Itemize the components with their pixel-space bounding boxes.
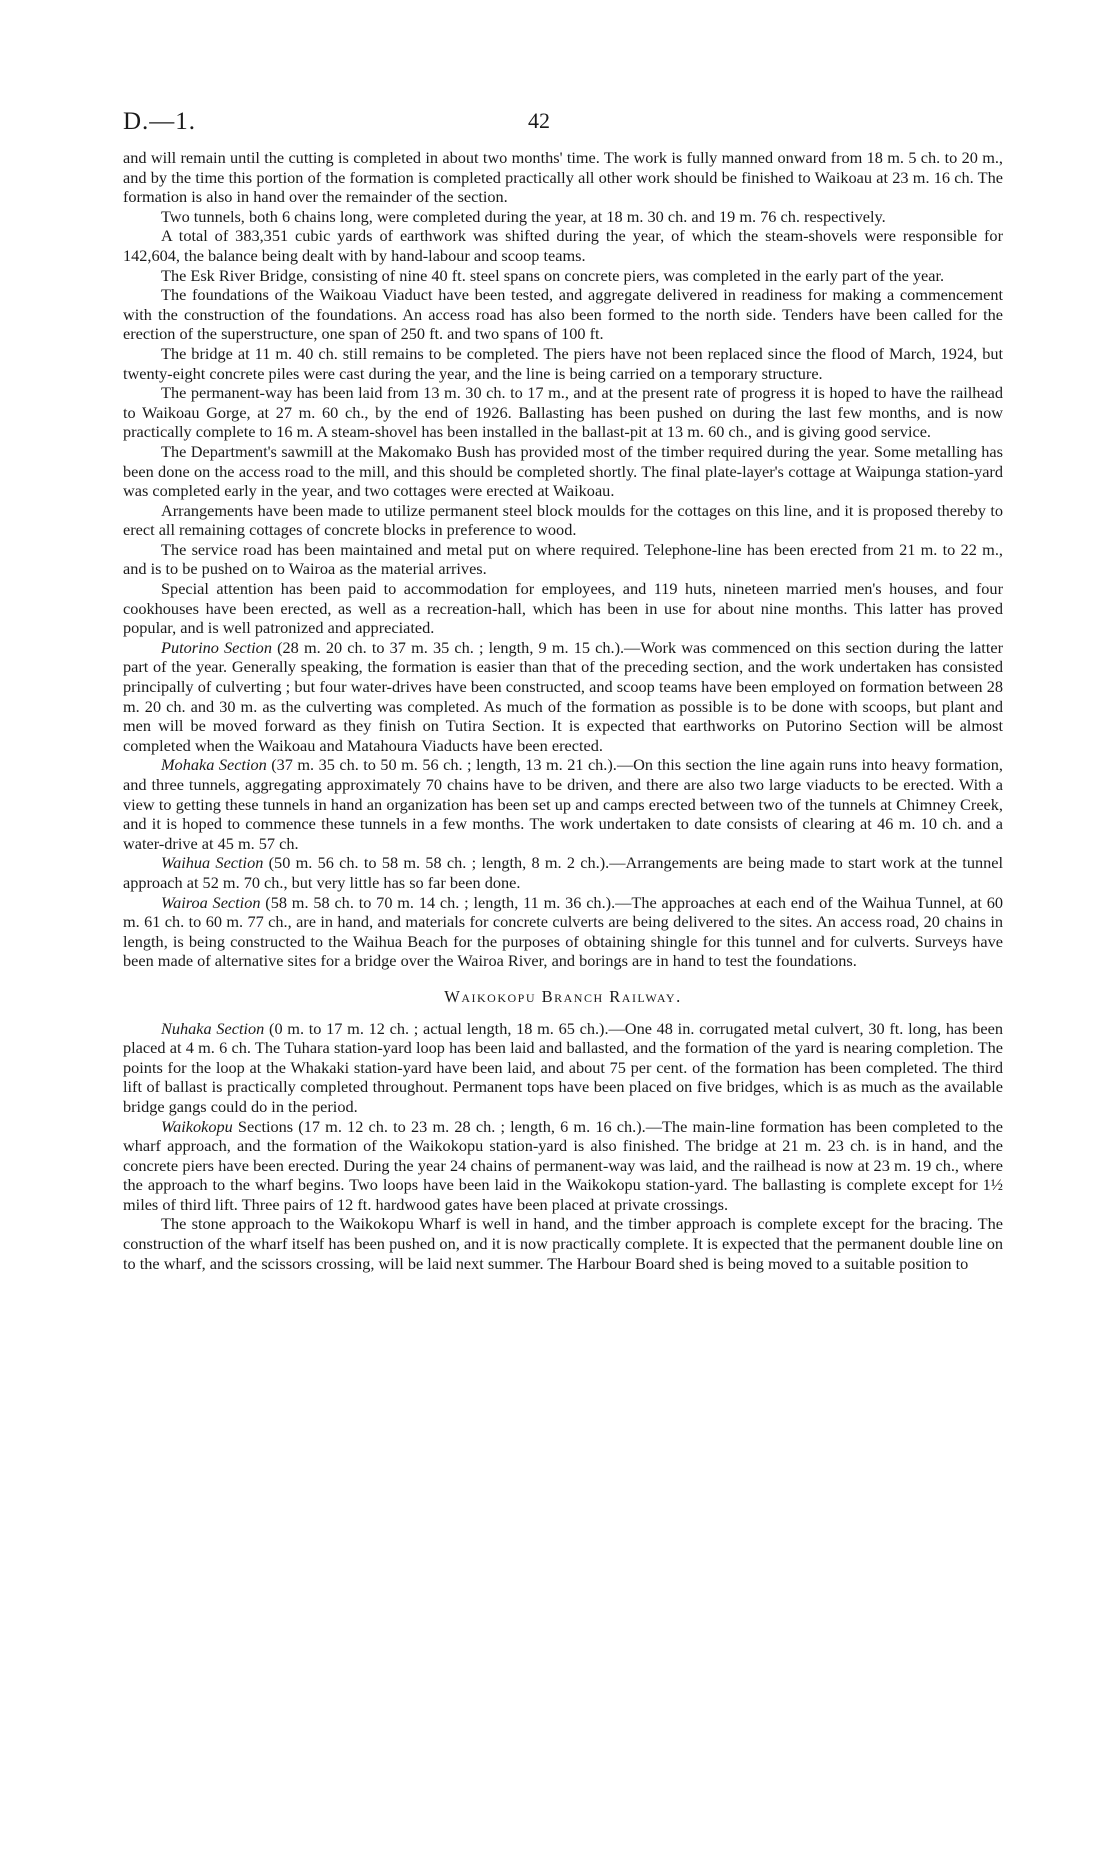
paragraph: The Department's sawmill at the Makomako Bush has provided most of the timber required during the year. Some metalling has been done on the access road to the mill, and this should be completed shortly. The final plate-layer's cottage at Waipunga station-yard was completed early in the year, and two cottages were erected at Waikoau. <box>123 441 1003 501</box>
section-text: (37 m. 35 ch. to 50 m. 56 ch. ; length, 13 m. 21 ch.).—On this section the line again runs into heavy formation, and three tunnels, aggregating approximately 70 chains have to be driven, and there are also two large viaducts to be erected. With a view to getting these tunnels in hand an organization has been set up and camps erected between two of the tunnels at Chimney Creek, and it is hoped to commence these tunnels in a few months. The work undertaken to date consists of clearing at 46 m. 10 ch. and a water-drive at 45 m. 57 ch. <box>123 755 1004 853</box>
paragraph: Special attention has been paid to accommodation for employees, and 119 huts, nineteen married men's houses, and four cookhouses have been erected, as well as a recreation-hall, which has been in use for about nine months. This latter has proved popular, and is well patronized and appreciated. <box>123 579 1003 638</box>
section-name: Wairoa Section <box>161 892 261 912</box>
section-paragraph <box>123 853 1003 892</box>
section-name: Waihua Section <box>161 853 264 873</box>
document-body <box>123 148 1003 1273</box>
paragraph: The service road has been maintained and metal put on where required. Telephone-line has been erected from 21 m. to 22 m., and is to be pushed on to Wairoa as the material arrives. <box>123 539 1003 579</box>
section-text: (0 m. to 17 m. 12 ch. ; actual length, 18 m. 65 ch.).—One 48 in. corrugated metal culvert, 30 ft. long, has been placed at 4 m. 6 ch. The Tuhara station-yard loop has been laid and ballasted, and the formation of the yard is nearing completion. The points for the loop at the Whakaki station-yard have been laid, and about 75 per cent. of the formation has been completed. The third lift of ballast is practically completed throughout. Permanent tops have been placed on five bridges, which is as much as the available bridge gangs could do in the period. <box>123 1018 1003 1116</box>
page-number: 42 <box>528 108 550 133</box>
section-name: Putorino Section <box>161 637 272 657</box>
document-reference: D.—1. <box>123 108 197 135</box>
paragraph: The permanent-way has been laid from 13 m. 30 ch. to 17 m., and at the present rate of progress it is hoped to have the railhead to Waikoau Gorge, at 27 m. 60 ch., by the end of 1926. Ballasting has been pushed on during the last few months, and is now practically complete to 16 m. A steam-shovel has been installed in the ballast-pit at 13 m. 60 ch., and is giving good service. <box>123 383 1003 442</box>
paragraph: A total of 383,351 cubic yards of earthwork was shifted during the year, of which the steam-shovels were responsible for 142,604, the balance being dealt with by hand-labour and scoop teams. <box>123 226 1003 265</box>
section-text: (50 m. 56 ch. to 58 m. 58 ch. ; length, 8 m. 2 ch.).—Arrangements are being made to start work at the tunnel approach at 52 m. 70 ch., but very little has so far been done. <box>123 853 1003 892</box>
section-paragraph <box>123 1117 1003 1215</box>
section-name: Waikokopu <box>161 1116 233 1136</box>
section-paragraph <box>123 755 1003 853</box>
section-name: Nuhaka Section <box>161 1018 265 1038</box>
section-text: (58 m. 58 ch. to 70 m. 14 ch. ; length, 11 m. 36 ch.).—The approaches at each end of the Waihua Tunnel, at 60 m. 61 ch. to 60 m. 77 ch., are in hand, and materials for concrete culverts are being delivered to the sites. An access road, 20 chains in length, is being constructed to the Waihua Beach for the purposes of obtaining shingle for this tunnel and for culverts. Surveys have been made of alternative sites for a bridge over the Wairoa River, and borings are in hand to test the foundations. <box>123 892 1003 971</box>
paragraph: and will remain until the cutting is completed in about two months' time. The work is fully manned onward from 18 m. 5 ch. to 20 m., and by the time this portion of the formation is completed practically all other work should be finished to Waikoau at 23 m. 16 ch. The formation is also in hand over the remainder of the section. <box>123 148 1003 207</box>
section-text: Sections (17 m. 12 ch. to 23 m. 28 ch. ; length, 6 m. 16 ch.).—The main-line formation has been completed to the wharf approach, and the formation of the Waikokopu station-yard is also finished. The bridge at 21 m. 23 ch. is in hand, and the concrete piers have been erected. During the year 24 chains of permanent-way was laid, and the railhead is now at 23 m. 19 ch., where the approach to the wharf begins. Two loops have been laid in the Waikokopu station-yard. The ballasting is complete except for 1½ miles of third lift. Three pairs of 12 ft. hardwood gates have been placed at private crossings. <box>123 1116 1003 1214</box>
section-text: (28 m. 20 ch. to 37 m. 35 ch. ; length, 9 m. 15 ch.).—Work was commenced on this section during the latter part of the year. Generally speaking, the formation is easier than that of the preceding section, and the work undertaken has consisted principally of culverting ; but four water-drives have been constructed, and scoop teams have been employed on formation between 28 m. 20 ch. and 30 m. as the culverting was completed. As much of the formation as possible is to be done with scoops, but plant and men will be moved forward as they finish on Tutira Section. It is expected that earthworks on Putorino Section will be almost completed when the Waikoau and Matahoura Viaducts have been erected. <box>123 637 1003 755</box>
paragraph: Two tunnels, both 6 chains long, were completed during the year, at 18 m. 30 ch. and 19 m. 76 ch. respectively. <box>161 206 886 226</box>
page-header <box>123 108 1003 138</box>
branch-heading: Waikokopu Branch Railway. <box>444 986 682 1006</box>
paragraph: The Esk River Bridge, consisting of nine 40 ft. steel spans on concrete piers, was completed in the early part of the year. <box>161 265 945 285</box>
section-name: Mohaka Section <box>161 755 267 775</box>
section-paragraph <box>123 638 1003 756</box>
paragraph: The foundations of the Waikoau Viaduct have been tested, and aggregate delivered in readiness for making a commencement with the construction of the foundations. An access road has also been formed to the north side. Tenders have been called for the erection of the superstructure, one span of 250 ft. and two spans of 100 ft. <box>123 285 1003 344</box>
section-paragraph <box>123 1019 1003 1117</box>
paragraph: Arrangements have been made to utilize permanent steel block moulds for the cottages on this line, and it is proposed thereby to erect all remaining cottages of concrete blocks in preference to wood. <box>123 500 1003 540</box>
paragraph: The bridge at 11 m. 40 ch. still remains to be completed. The piers have not been replaced since the flood of March, 1924, but twenty-eight concrete piles were cast during the year, and the line is being carried on a temporary structure. <box>123 343 1003 383</box>
paragraph: The stone approach to the Waikokopu Wharf is well in hand, and the timber approach is complete except for the bracing. The construction of the wharf itself has been pushed on, and it is now practically complete. It is expected that the permanent double line on to the wharf, and the scissors crossing, will be laid next summer. The Harbour Board shed is being moved to a suitable position to <box>123 1214 1003 1273</box>
section-paragraph <box>123 893 1003 971</box>
